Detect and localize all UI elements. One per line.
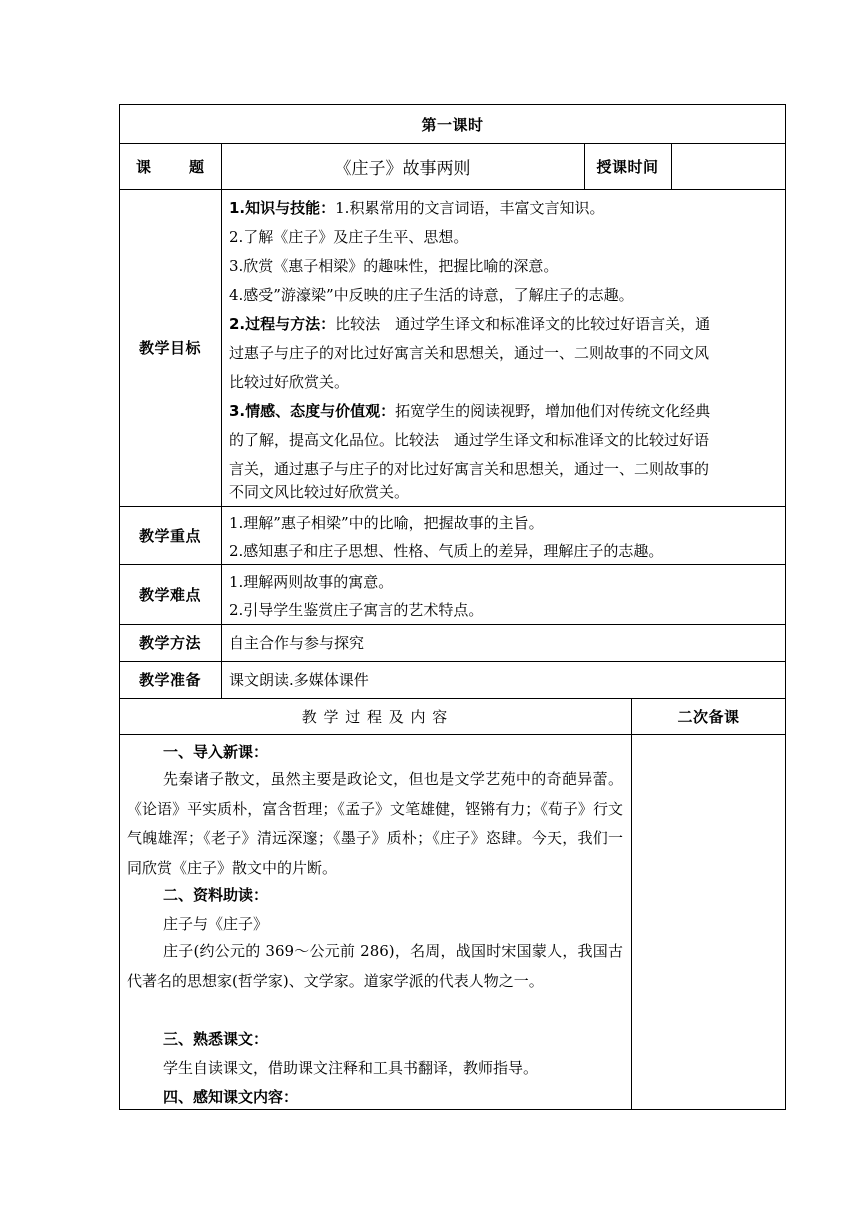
objectives-content xyxy=(221,189,786,506)
objective-line: 言关，通过惠子与庄子的对比过好寓言关和思想关，通过一、二则故事的 xyxy=(229,460,710,478)
objective-heading-3: 3.情感、态度与价值观： xyxy=(229,402,396,420)
difficulty-line: 2.引导学生鉴赏庄子寓言的艺术特点。 xyxy=(229,601,484,619)
second-preparation-header: 二次备课 xyxy=(677,708,740,726)
objective-line: 拓宽学生的阅读视野，增加他们对传统文化经典 xyxy=(395,402,711,420)
section-paragraph: 庄子(约公元的 369～公元前 286)，名周，战国时宋国蒙人，我国古代著名的思想家(哲学家)、文学家。道家学派的代表人物之一。 xyxy=(127,942,623,990)
teaching-time-value xyxy=(671,143,786,189)
objective-line: 过惠子与庄子的对比过好寓言关和思想关，通过一、二则故事的不同文风 xyxy=(229,344,710,362)
methods-value: 自主合作与参与探究 xyxy=(229,634,365,652)
second-preparation-cell xyxy=(631,734,786,1110)
difficulties-label: 教学难点 xyxy=(138,585,201,604)
section-paragraph: 庄子与《庄子》 xyxy=(163,915,269,933)
lesson-title: 《庄子》故事两则 xyxy=(334,158,471,179)
objective-line: 比较法 通过学生译文和标准译文的比较过好语言关，通 xyxy=(335,315,711,333)
objective-line: 3.欣赏《惠子相梁》的趣味性，把握比喻的深意。 xyxy=(229,257,559,275)
key-points-label: 教学重点 xyxy=(138,526,201,545)
section-heading: 二、资料助读： xyxy=(163,886,269,904)
objective-line: 2.了解《庄子》及庄子生平、思想。 xyxy=(229,228,469,246)
objectives-label: 教学目标 xyxy=(138,339,201,357)
objective-line: 比较过好欣赏关。 xyxy=(229,373,350,391)
difficulty-line: 1.理解两则故事的寓意。 xyxy=(229,573,394,591)
objective-line: 4.感受”游濠梁”中反映的庄子生活的诗意，了解庄子的志趣。 xyxy=(229,286,634,304)
objective-line: 不同文风比较过好欣赏关。 xyxy=(229,483,410,501)
objective-line: 的了解，提高文化品位。比较法 通过学生译文和标准译文的比较过好语 xyxy=(229,431,710,449)
session-header: 第一课时 xyxy=(421,115,484,134)
key-point-line: 1.理解”惠子相梁”中的比喻，把握故事的主旨。 xyxy=(229,514,544,532)
section-paragraph: 先秦诸子散文，虽然主要是政论文，但也是文学艺苑中的奇葩异蕾。《论语》平实质朴，富含哲理；《孟子》文笔雄健，铿锵有力；《荀子》行文气魄雄浑；《老子》清远深邃；《墨子》质朴；《庄子》恣肆。今天，我们一同欣赏《庄子》散文中的片断。 xyxy=(127,770,623,877)
preparation-value: 课文朗读.多媒体课件 xyxy=(229,671,369,689)
objective-line: 1.积累常用的文言词语，丰富文言知识。 xyxy=(335,199,605,217)
process-header: 教 学 过 程 及 内 容 xyxy=(301,707,449,726)
key-point-line: 2.感知惠子和庄子思想、性格、气质上的差异，理解庄子的志趣。 xyxy=(229,542,664,560)
teaching-time-label: 授课时间 xyxy=(596,157,659,176)
section-heading: 四、感知课文内容： xyxy=(163,1088,299,1106)
section-paragraph: 学生自读课文，借助课文注释和工具书翻译，教师指导。 xyxy=(163,1059,539,1077)
preparation-label: 教学准备 xyxy=(138,671,201,689)
objective-heading-1: 1.知识与技能： xyxy=(229,199,336,217)
methods-label: 教学方法 xyxy=(138,634,201,652)
process-content xyxy=(119,734,631,1110)
objective-heading-2: 2.过程与方法： xyxy=(229,315,336,333)
topic-label: 课 题 xyxy=(135,157,205,176)
section-heading: 三、熟悉课文： xyxy=(163,1030,269,1048)
section-heading: 一、导入新课： xyxy=(163,743,269,761)
